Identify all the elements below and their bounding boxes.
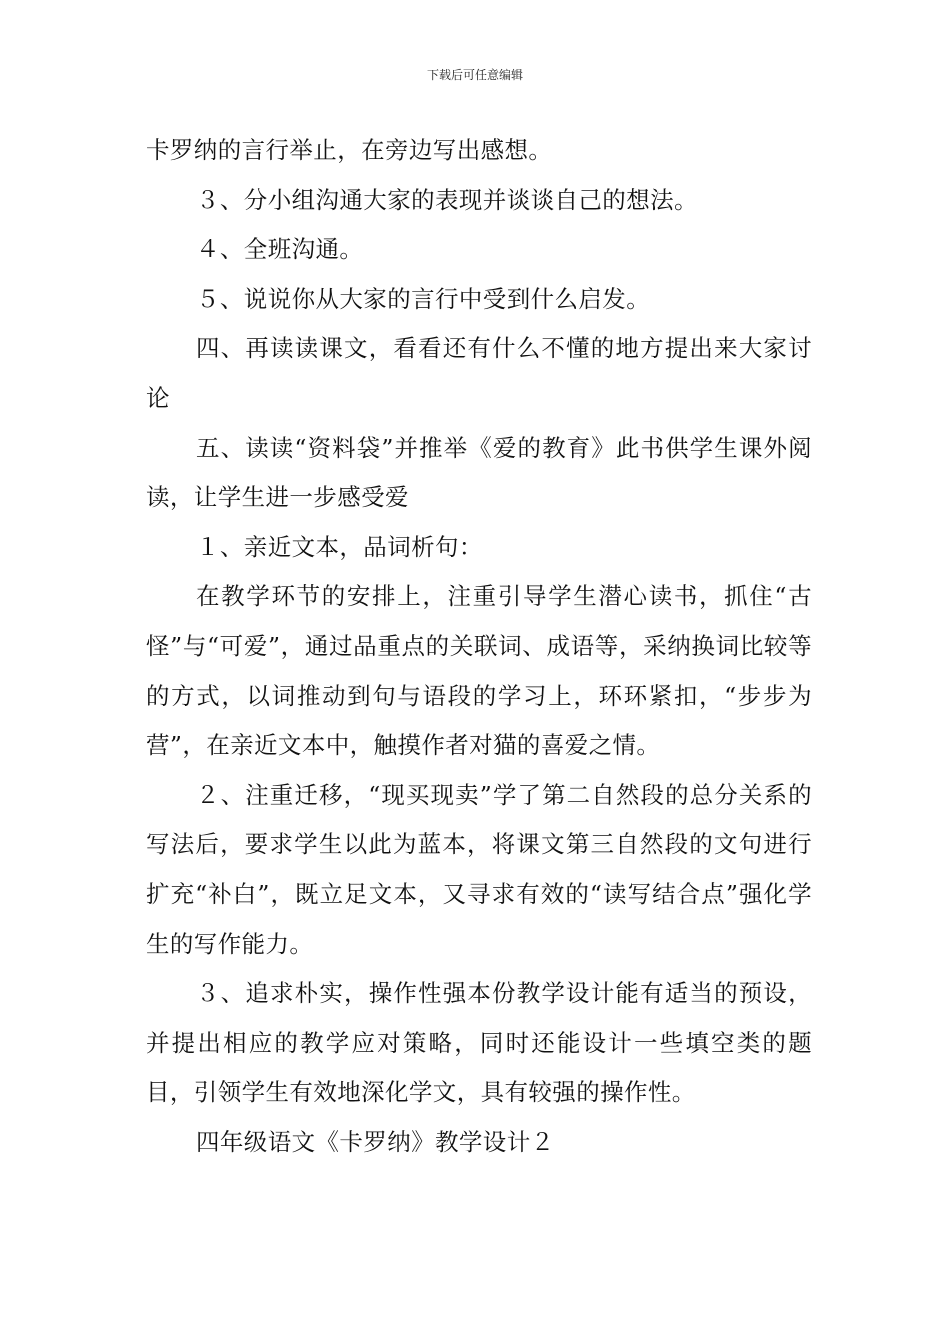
paragraph-3: ４、全班沟通。 [196, 235, 364, 264]
paragraph-7: １、亲近文本，品词析句： [196, 532, 483, 561]
paragraph-5: 四、再读读课文，看看还有什么不懂的地方提出来大家讨论 [146, 334, 812, 412]
paragraph-4: ５、说说你从大家的言行中受到什么启发。 [196, 284, 651, 313]
section-heading: 四年级语文《卡罗纳》教学设计２ [196, 1127, 555, 1156]
paragraph-10: ３、追求朴实，操作性强本份教学设计能有适当的预设，并提出相应的教学应对策略，同时还能设计一些填空类的题目，引领学生有效地深化学文，具有较强的操作性。 [146, 979, 812, 1107]
paragraph-1: 卡罗纳的言行举止，在旁边写出感想。 [146, 136, 553, 164]
document-body [146, 126, 812, 1167]
paragraph-2: ３、分小组沟通大家的表现并谈谈自己的想法。 [196, 185, 698, 214]
page-header: 下载后可任意编辑 [426, 68, 523, 82]
paragraph-9: ２、注重迁移，“现买现卖”学了第二自然段的总分关系的写法后，要求学生以此为蓝本，将课文第三自然段的文句进行扩充“补白”，既立足文本，又寻求有效的“读写结合点”强化学生的写作能力。 [146, 780, 812, 958]
paragraph-6: 五、读读“资料袋”并推举《爱的教育》此书供学生课外阅读，让学生进一步感受爱 [146, 433, 812, 512]
paragraph-8: 在教学环节的安排上，注重引导学生潜心读书，抓住“古怪”与“可爱”，通过品重点的关联词、成语等，采纳换词比较等的方式，以词推动到句与语段的学习上，环环紧扣，“步步为营”，在亲近文本中，触摸作者对猫的喜爱之情。 [146, 582, 812, 760]
